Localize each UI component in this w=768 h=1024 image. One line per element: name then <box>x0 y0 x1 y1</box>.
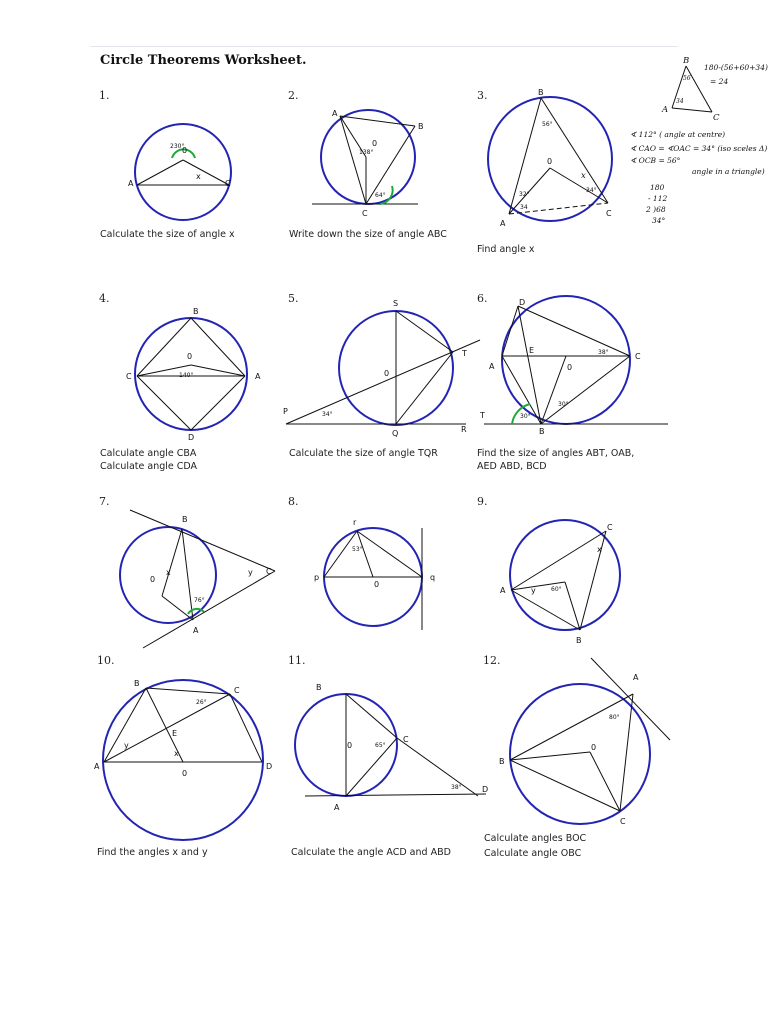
chord-line <box>518 306 630 356</box>
angle-label: 38° <box>451 784 462 791</box>
circle-outline <box>510 520 620 630</box>
point-label: D <box>519 298 526 307</box>
note-text: 34° <box>652 216 666 225</box>
chord-line <box>510 760 620 811</box>
point-label: B <box>316 683 322 692</box>
point-label: C <box>362 209 368 218</box>
centre-label: 0 <box>182 769 188 778</box>
point-label: P <box>283 407 288 416</box>
centre-label: 0 <box>547 157 553 166</box>
centre-label: 0 <box>347 741 353 750</box>
figure-q11 <box>295 683 488 812</box>
point-label: D <box>266 762 273 771</box>
question-caption: Find the size of angles ABT, OAB, <box>477 448 635 459</box>
centre-label: 0 <box>591 743 597 752</box>
question-number: 11. <box>288 654 306 667</box>
question-caption: AED ABD, BCD <box>477 461 547 472</box>
centre-label: 0 <box>374 580 380 589</box>
point-label: T <box>462 349 467 358</box>
triangle-side <box>686 66 712 112</box>
angle-y-label: y <box>124 741 129 750</box>
chord-line <box>162 529 182 596</box>
point-label: B <box>576 636 582 645</box>
note-text: angle in a triangle) <box>692 167 765 176</box>
chord-line <box>146 688 230 694</box>
point-label: A <box>334 803 340 812</box>
figure-q7 <box>120 510 275 648</box>
radius-line <box>183 160 229 185</box>
point-label: C <box>606 209 612 218</box>
angle-x-label: x <box>166 568 171 577</box>
question-caption: Calculate angles BOC <box>484 833 587 844</box>
figure-q4 <box>126 307 261 442</box>
point-label: B <box>418 122 424 131</box>
radius-line <box>550 168 608 203</box>
point-label: A <box>94 762 100 771</box>
centre-label: 0 <box>384 369 390 378</box>
point-label: A <box>128 179 134 188</box>
chord-line <box>137 376 191 430</box>
point-label: A <box>193 626 199 635</box>
note-text: 56 <box>683 75 691 82</box>
circle-outline <box>510 684 650 824</box>
angle-label: 56° <box>542 121 553 128</box>
chord-line <box>396 352 453 424</box>
angle-label: 53° <box>352 546 363 553</box>
figure-q3 <box>488 88 612 228</box>
point-label: A <box>489 362 495 371</box>
chord-line <box>396 311 453 352</box>
circle-outline <box>135 124 231 220</box>
question-number: 12. <box>483 654 501 667</box>
note-text: ∢ CAO = ∢OAC = 34° (iso sceles Δ) <box>630 144 768 153</box>
point-label: Q <box>392 429 399 438</box>
centre-label: 0 <box>567 363 573 372</box>
angle-label: 65° <box>375 742 386 749</box>
point-label: p <box>314 573 320 582</box>
question-caption: Calculate the size of angle x <box>100 229 235 240</box>
chord-line <box>510 694 633 760</box>
centre-label: 0 <box>372 139 378 148</box>
angle-label: 32° <box>519 191 530 198</box>
radius-line <box>137 160 183 185</box>
note-text: C <box>713 113 720 123</box>
point-label: B <box>499 757 505 766</box>
question-number: 5. <box>288 292 299 305</box>
tangent-line <box>591 658 670 740</box>
figure-q10 <box>94 679 272 840</box>
point-label: C <box>607 523 613 532</box>
note-text: = 24 <box>710 77 729 86</box>
point-label: B <box>193 307 199 316</box>
figure-q5 <box>283 299 480 438</box>
point-label: B <box>539 427 545 436</box>
radius-line <box>357 531 373 577</box>
centre-label: 0 <box>187 352 193 361</box>
note-text: 2 )68 <box>646 205 666 214</box>
point-label: D <box>188 433 195 442</box>
question-number: 4. <box>99 292 110 305</box>
angle-label: 138° <box>359 149 374 156</box>
radius-line <box>541 356 566 424</box>
point-label: E <box>529 346 535 355</box>
chord-line <box>366 126 415 204</box>
angle-x-label: x <box>196 172 201 181</box>
question-caption: Calculate the size of angle TQR <box>289 448 438 459</box>
angle-label: 64° <box>375 192 386 199</box>
note-text: B <box>683 56 690 66</box>
question-caption: Write down the size of angle ABC <box>289 229 447 240</box>
centre-label: 0 <box>150 575 156 584</box>
figure-q12 <box>499 658 670 826</box>
point-label: A <box>633 673 639 682</box>
chord-line <box>620 694 633 811</box>
question-caption: Calculate angle CBA <box>100 448 197 459</box>
question-caption: Calculate the angle ACD and ABD <box>291 847 451 858</box>
question-number: 2. <box>288 89 299 102</box>
point-label: A <box>500 219 506 228</box>
chord-line <box>182 529 193 620</box>
angle-label: 26° <box>196 699 207 706</box>
point-label: r <box>353 518 357 527</box>
note-text: 180-(56+60+34) <box>704 63 768 72</box>
question-caption: Find the angles x and y <box>97 847 208 858</box>
worksheet-title: Circle Theorems Worksheet. <box>100 53 307 68</box>
angle-label: 60° <box>551 586 562 593</box>
point-label: A <box>255 372 261 381</box>
angle-label: 80° <box>609 714 620 721</box>
chord-line <box>340 116 415 126</box>
point-label: S <box>393 299 399 308</box>
note-text: 180 <box>650 183 665 192</box>
question-caption: Find angle x <box>477 244 535 255</box>
chord-line <box>191 376 245 430</box>
angle-x-label: x <box>174 749 179 758</box>
question-number: 7. <box>99 495 110 508</box>
note-text: A <box>662 105 669 115</box>
chord-line <box>541 98 608 203</box>
question-number: 9. <box>477 495 488 508</box>
question-number: 6. <box>477 292 488 305</box>
point-label: R <box>461 425 467 434</box>
point-label: C <box>234 686 240 695</box>
chord-line <box>137 318 191 376</box>
point-label: C <box>403 735 409 744</box>
tangent-line <box>143 571 275 648</box>
handwritten-notes <box>630 56 768 225</box>
question-caption: Calculate angle OBC <box>484 848 582 859</box>
triangle-side <box>672 108 712 112</box>
note-text: ∢ OCB = 56° <box>630 156 681 165</box>
point-label: D <box>482 785 489 794</box>
angle-label: 30° <box>558 401 569 408</box>
angle-label: 38° <box>598 349 609 356</box>
point-label: B <box>538 88 544 97</box>
circle-outline <box>103 680 263 840</box>
chord-line <box>340 116 366 204</box>
angle-label: 34° <box>322 411 333 418</box>
angle-x-label: x <box>581 171 586 181</box>
point-label: C <box>126 372 132 381</box>
figure-q1 <box>128 124 231 220</box>
point-label: C <box>620 817 626 826</box>
point-label: q <box>430 573 436 582</box>
figure-q2 <box>312 109 424 218</box>
angle-label: 34° <box>586 187 597 194</box>
point-label: A <box>500 586 506 595</box>
radius-line <box>590 752 620 811</box>
chord-line <box>511 531 606 590</box>
question-number: 8. <box>288 495 299 508</box>
secant-line <box>397 738 478 796</box>
angle-label: 140° <box>179 372 194 379</box>
point-label: T <box>480 411 485 420</box>
point-label: E <box>172 729 178 738</box>
chord-line <box>191 318 245 376</box>
figure-q9 <box>500 520 620 645</box>
note-text: 34 <box>676 98 684 105</box>
chord-line <box>346 738 397 796</box>
question-caption: Calculate angle CDA <box>100 461 198 472</box>
point-label: C <box>266 567 272 576</box>
chord-line <box>541 356 630 424</box>
question-number: 3. <box>477 89 488 102</box>
angle-x-label: x <box>597 545 602 554</box>
point-label: C <box>225 179 231 188</box>
centre-label: 0 <box>182 146 188 155</box>
point-label: C <box>635 352 641 361</box>
angle-y-label: y <box>248 568 253 577</box>
tangent-line <box>130 510 275 571</box>
chord-line <box>502 306 518 356</box>
note-text: ∢ 112° ( angle at centre) <box>630 130 726 139</box>
angle-label: 30° <box>520 413 531 420</box>
angle-label: 230° <box>170 143 185 150</box>
question-number: 10. <box>97 654 115 667</box>
note-text: - 112 <box>648 194 668 203</box>
question-number: 1. <box>99 89 110 102</box>
point-label: B <box>182 515 188 524</box>
chord-line <box>357 531 422 577</box>
angle-label: 76° <box>194 597 205 604</box>
angle-label: 34 <box>520 204 528 211</box>
point-label: A <box>332 109 338 118</box>
angle-y-label: y <box>531 586 536 595</box>
figure-q6 <box>479 296 668 436</box>
figure-q8 <box>314 518 435 630</box>
point-label: B <box>134 679 140 688</box>
chord-line <box>162 596 193 620</box>
